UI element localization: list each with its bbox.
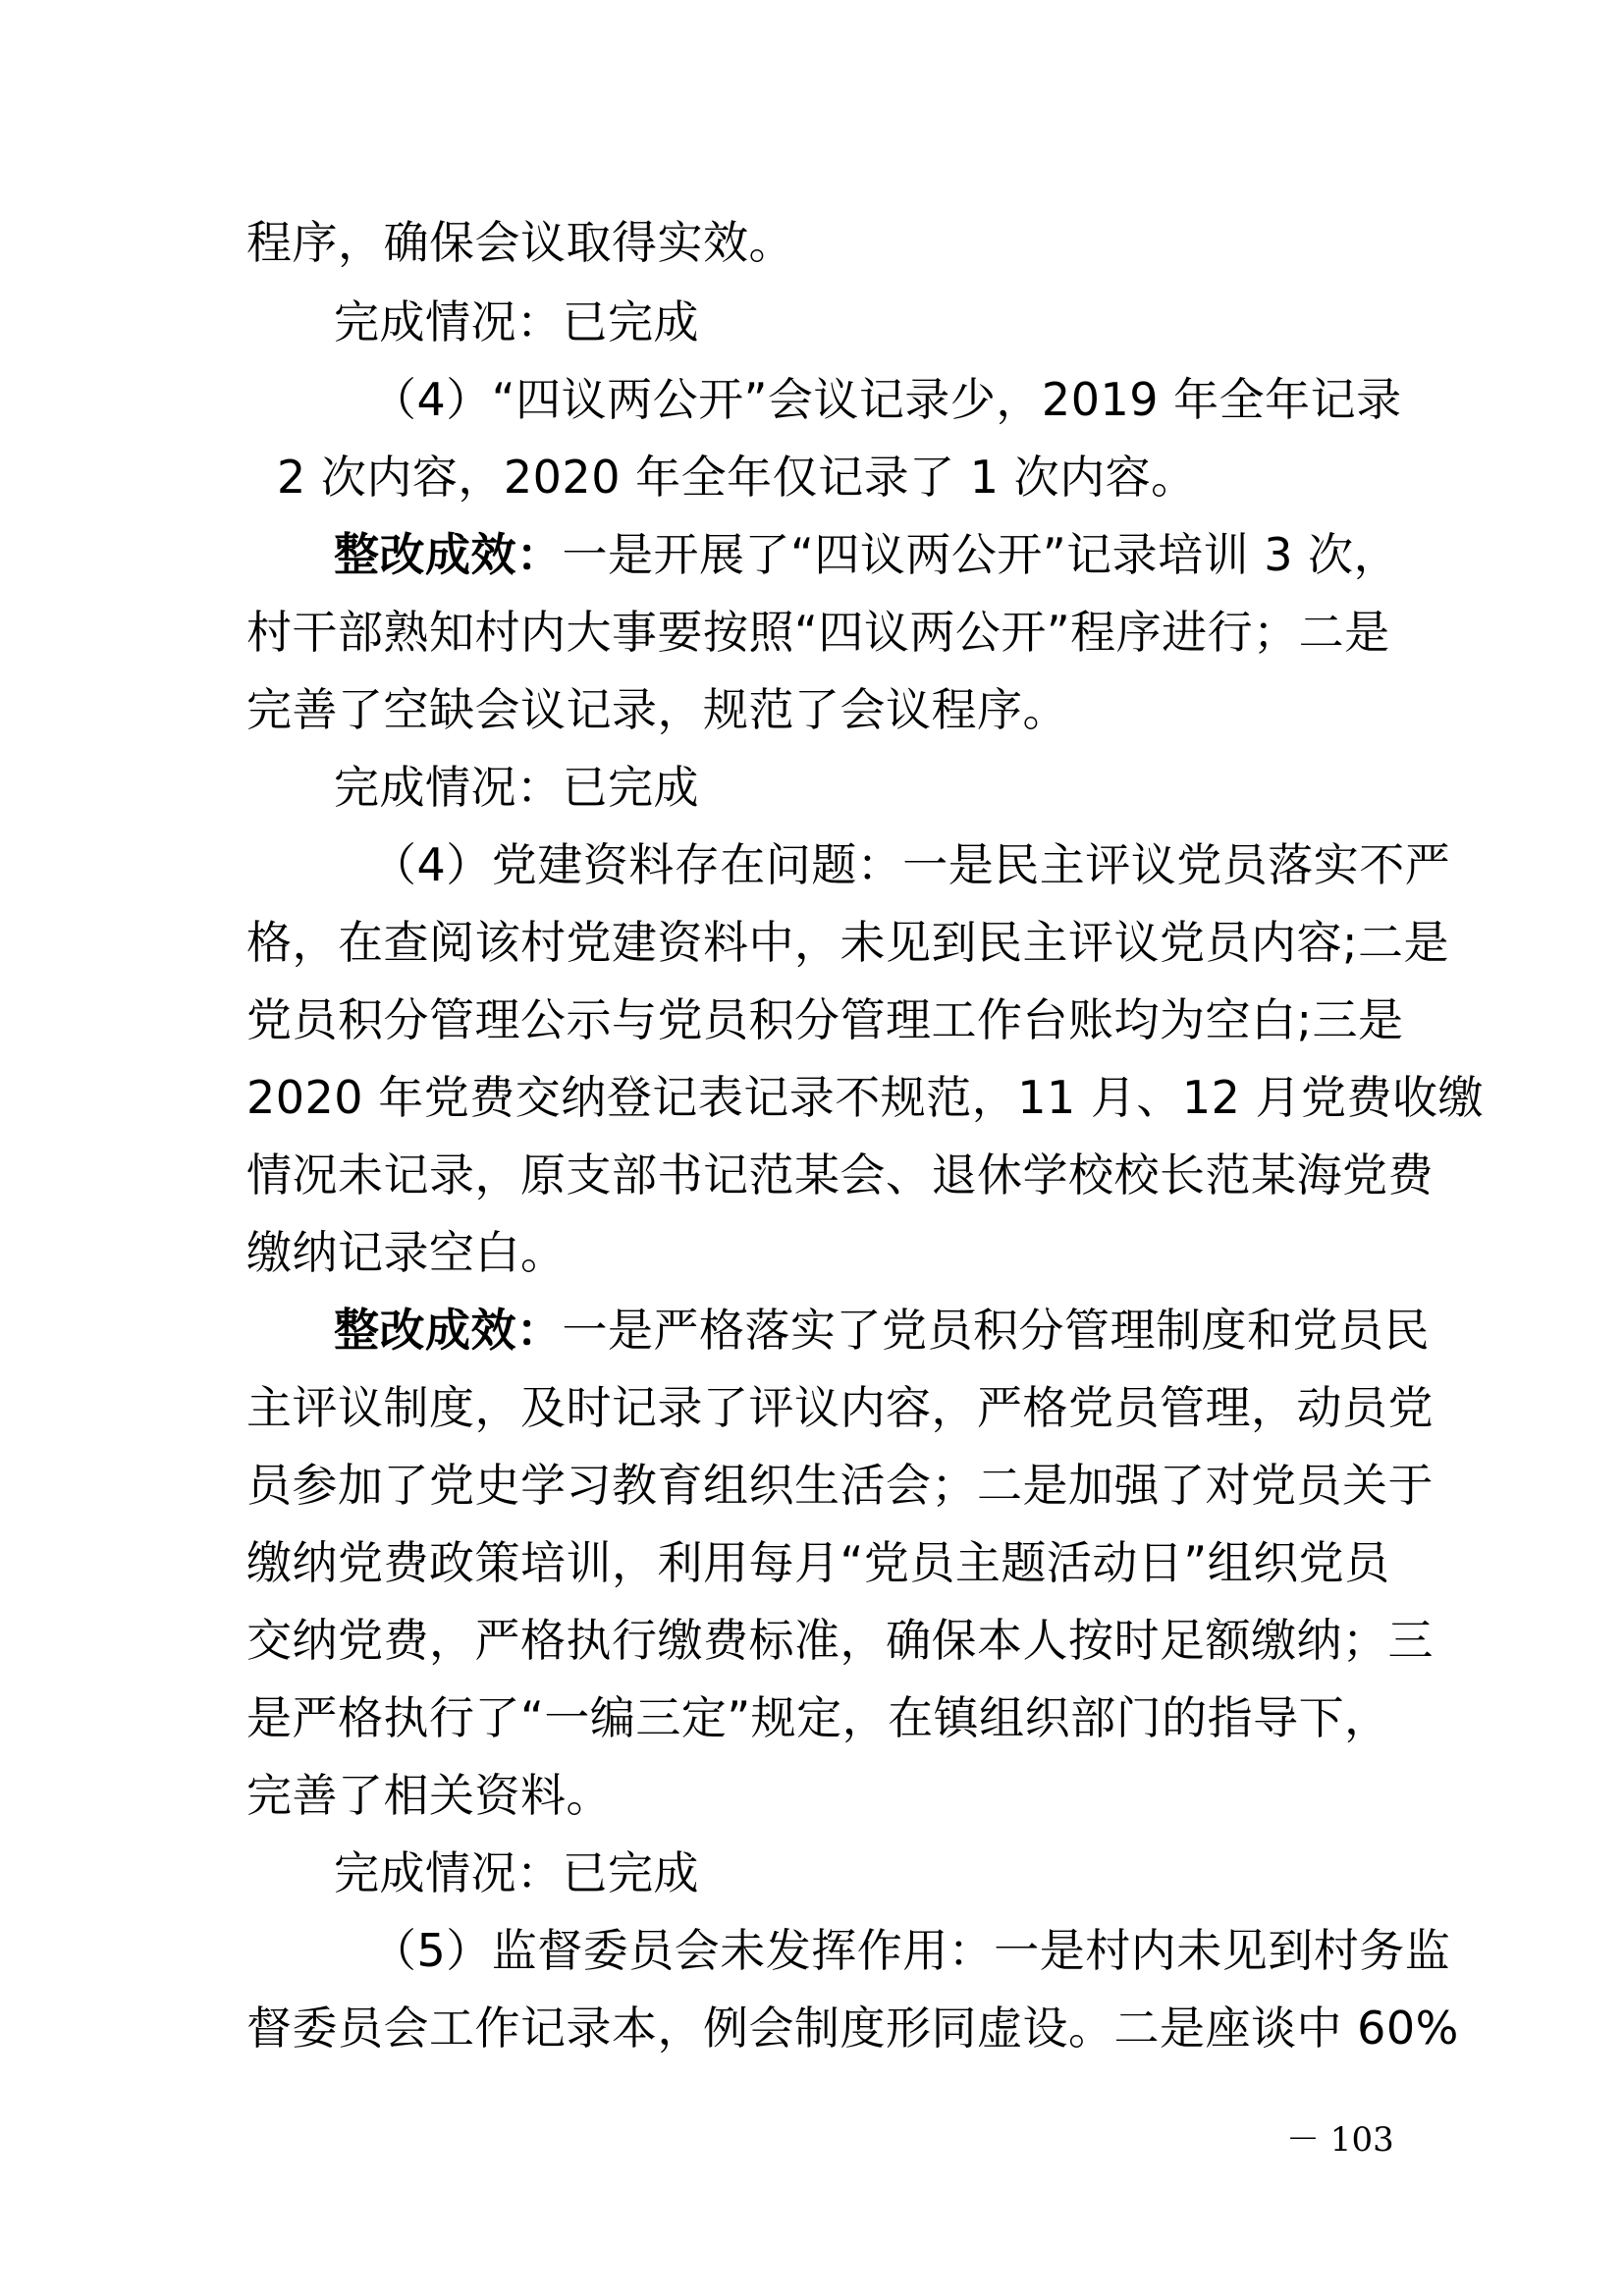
- line-text: 情况未记录，原支部书记范某会、退休学校校长范某海党费: [246, 1148, 1434, 1201]
- text-line: [246, 1680, 1395, 1756]
- issue-heading-line: [371, 1912, 1520, 1989]
- line-text: 主评议制度，及时记录了评议内容，严格党员管理，动员党: [246, 1381, 1434, 1434]
- completion-status-line: [334, 284, 1483, 360]
- line-text: （4）“四议两公开”会议记录少，2019 年全年记录: [371, 373, 1402, 426]
- text-line: [246, 204, 1395, 281]
- line-text: 交纳党费，严格执行缴费标准，确保本人按时足额缴纳；三: [246, 1614, 1434, 1667]
- text-line: [246, 594, 1395, 670]
- text-line: [246, 1059, 1484, 1136]
- line-text: 完成情况：已完成: [334, 295, 699, 348]
- issue-heading-line: [371, 827, 1520, 903]
- line-text: 2 次内容，2020 年全年仅记录了 1 次内容。: [277, 451, 1197, 504]
- text-line: [246, 904, 1449, 981]
- text-line: [246, 1137, 1434, 1213]
- line-text: 完善了空缺会议记录，规范了会议程序。: [246, 683, 1068, 736]
- text-line: [277, 439, 1426, 515]
- text-line: [246, 1214, 1395, 1291]
- issue-heading-line: [371, 361, 1520, 438]
- rectification-result-line: [334, 516, 1483, 593]
- rectification-result-line: [334, 1292, 1483, 1368]
- line-text: 督委员会工作记录本，例会制度形同虚设。二是座谈中 60%: [246, 2002, 1459, 2055]
- line-text: 员参加了党史学习教育组织生活会；二是加强了对党员关于: [246, 1459, 1434, 1512]
- text-line: [246, 1447, 1434, 1523]
- line-text: 一是严格落实了党员积分管理制度和党员民: [562, 1304, 1430, 1357]
- completion-status-line: [334, 749, 1483, 826]
- text-line: [246, 1602, 1434, 1679]
- text-line: [246, 982, 1404, 1058]
- line-text: 党员积分管理公示与党员积分管理工作台账均为空白;三是: [246, 993, 1404, 1046]
- text-line: [246, 1757, 1395, 1834]
- text-line: [246, 671, 1395, 748]
- line-text: 完成情况：已完成: [334, 761, 699, 814]
- text-line: [246, 1990, 1459, 2066]
- line-text: 2020 年党费交纳登记表记录不规范，11 月、12 月党费收缴: [246, 1071, 1484, 1124]
- line-text: 村干部熟知村内大事要按照“四议两公开”程序进行；二是: [246, 606, 1390, 659]
- line-text: 格，在查阅该村党建资料中，未见到民主评议党员内容;二是: [246, 916, 1449, 969]
- rectification-label: 整改成效：: [334, 528, 563, 581]
- line-text: 缴纳党费政策培训，利用每月“党员主题活动日”组织党员: [246, 1536, 1390, 1589]
- line-text: （5）监督委员会未发挥作用：一是村内未见到村务监: [371, 1924, 1451, 1977]
- text-line: [246, 1369, 1434, 1446]
- page-number: － 103: [1286, 2120, 1394, 2160]
- rectification-label: 整改成效：: [334, 1304, 563, 1357]
- line-text: 程序，确保会议取得实效。: [246, 216, 794, 269]
- line-text: 完成情况：已完成: [334, 1846, 699, 1899]
- line-text: 缴纳记录空白。: [246, 1226, 567, 1279]
- line-text: 一是开展了“四议两公开”记录培训 3 次，: [562, 528, 1400, 581]
- line-text: 完善了相关资料。: [246, 1769, 612, 1822]
- line-text: （4）党建资料存在问题：一是民主评议党员落实不严: [371, 838, 1451, 891]
- text-line: [246, 1524, 1395, 1601]
- line-text: 是严格执行了“一编三定”规定，在镇组织部门的指导下，: [246, 1691, 1390, 1744]
- completion-status-line: [334, 1835, 1483, 1911]
